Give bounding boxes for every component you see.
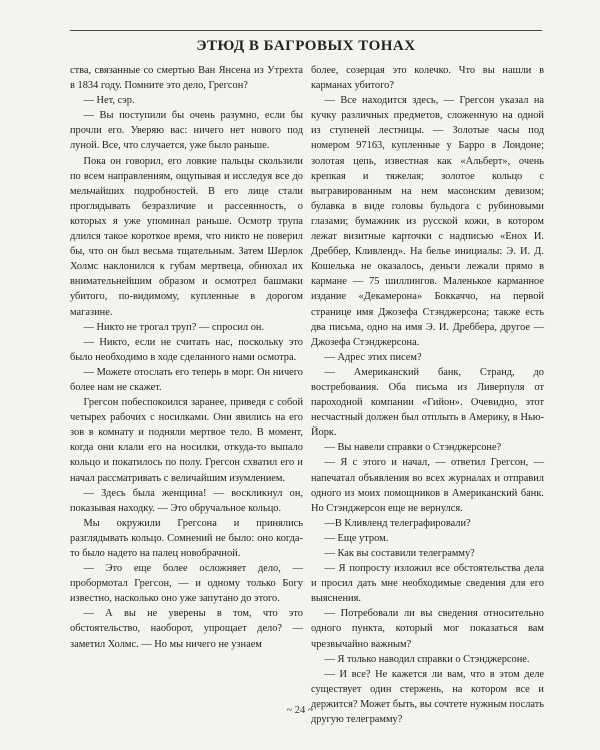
paragraph: — Никто, если не считать нас, поскольку это было необходимо в ходе сделанного нами осмотра.: [70, 336, 303, 363]
paragraph: — И все? Не кажется ли вам, что в этом деле существует один стержень, на котором все и держится? Может быть, вы сочтете нужным послать другую телеграмму?: [311, 668, 544, 726]
paragraph: — Адрес этих писем?: [324, 351, 422, 363]
right-text-column: [311, 63, 544, 727]
running-header-title: ЭТЮД В БАГРОВЫХ ТОНАХ: [196, 38, 416, 54]
paragraph: — Можете отослать его теперь в морг. Он ничего более нам не скажет.: [70, 366, 303, 393]
paragraph: — Американский банк, Странд, до востребования. Оба письма из Ливерпуля от пароходной компании «Гийон». Очевидно, этот несчастный должен был отплыть в Америку, в Нью-Йорк.: [311, 366, 544, 439]
paragraph: — Никто не трогал труп? — спросил он.: [83, 321, 265, 333]
paragraph: — Я с этого и начал, — ответил Грегсон, — напечатал объявления во всех журналах и отправил одного из моих помощников в Американский банк. Но Стэнджерсон еще не вернулся.: [311, 457, 544, 514]
paragraph: Мы окружили Грегсона и принялись разглядывать кольцо. Сомнений не было: оно когда-то было надето на палец новобрачной.: [70, 517, 303, 559]
paragraph: более, созерцая это колечко. Что вы нашли в карманах убитого?: [311, 65, 544, 92]
paragraph: — Это еще более осложняет дело, — пробормотал Грегсон, — и одному только Богу известно, насколько оно уже запутано до этого.: [70, 563, 303, 605]
paragraph: —В Кливленд телеграфировали?: [324, 517, 471, 529]
paragraph: — Здесь была женщина! — воскликнул он, показывая находку. — Это обручальное кольцо.: [70, 487, 303, 514]
left-text-column: [70, 63, 303, 652]
paragraph: — Нет, сэр.: [83, 95, 135, 107]
paragraph: — Еще утром.: [324, 532, 389, 544]
paragraph: — Я только наводил справки о Стэнджерсоне.: [324, 653, 530, 665]
paragraph: — Как вы составили телеграмму?: [324, 548, 475, 559]
paragraph: — Я попросту изложил все обстоятельства дела и просил дать мне необходимые сведения для его выяснения.: [311, 563, 544, 605]
header-rule: [70, 30, 542, 31]
paragraph: Пока он говорил, его ловкие пальцы скользили по всем направлениям, ощупывая и исследуя все до мельчайших подробностей. В его лице стали проглядывать безразличие и рассеянность, о которых я уже упоминал раньше. Осмотр трупа длился такое короткое время, что никто не поверил бы, что он был весьма тщательным. Затем Шерлок Холмс наклонился к губам мертвеца, обнюхал их внимательнейшим образом и осмотрел башмаки убитого, по-видимому, купленные в дорогом магазине.: [70, 155, 303, 318]
paragraph: — А вы не уверены в том, что это обстоятельство, наоборот, упрощает дело? — заметил Холмс. — Но мы ничего не узнаем: [70, 608, 303, 650]
paragraph: — Вы поступили бы очень разумно, если бы прочли его. Уверяю вас: ничего нет нового под луной. Все, что случается, уже было раньше.: [70, 110, 303, 152]
paragraph: — Вы навели справки о Стэнджерсоне?: [324, 442, 502, 454]
page-number: ~ 24 ~: [286, 705, 314, 716]
paragraph: ства, связанные со смертью Ван Янсена из Утрехта в 1834 году. Помните это дело, Грегсон?: [70, 65, 303, 92]
paragraph: — Все находится здесь, — Грегсон указал на кучку различных предметов, сложенную на одной из ступеней лестницы. — Золотые часы под номером 97163, купленные у Барро в Лондоне; золотая цепь, известная как «Альберт», очень крепкая и тяжелая; золотое кольцо с выгравированным на нем масонским девизом; булавка в виде головы бульдога с рубиновыми глазами; бумажник из русской кожи, в котором лежат визитные карточки с надписью «Енох И. Дреббер, Кливленд». На белье инициалы: Э. И. Д. Кошелька не оказалось, деньги лежали прямо в кармане — 75 шиллингов. Маленькое карманное издание «Декамерона» Боккаччо, на первой странице имя Джозефа Стэнджерсона; также есть два письма, одно на имя Э. И. Дреббера, другое — Джозефа Стэнджерсона.: [311, 95, 544, 348]
paragraph: — Потребовали ли вы сведения относительно одного пункта, который мог показаться вам чрезвычайно важным?: [311, 608, 544, 650]
paragraph: Грегсон побеспокоился заранее, приведя с собой четырех рабочих с носилками. Они явились на его зов в комнату и подняли мертвое тело. В момент, когда они клали его на носилки, откуда-то выпало кольцо и покатилось по полу. Грегсон схватил его и начал рассматривать с величайшим изумлением.: [70, 397, 303, 484]
